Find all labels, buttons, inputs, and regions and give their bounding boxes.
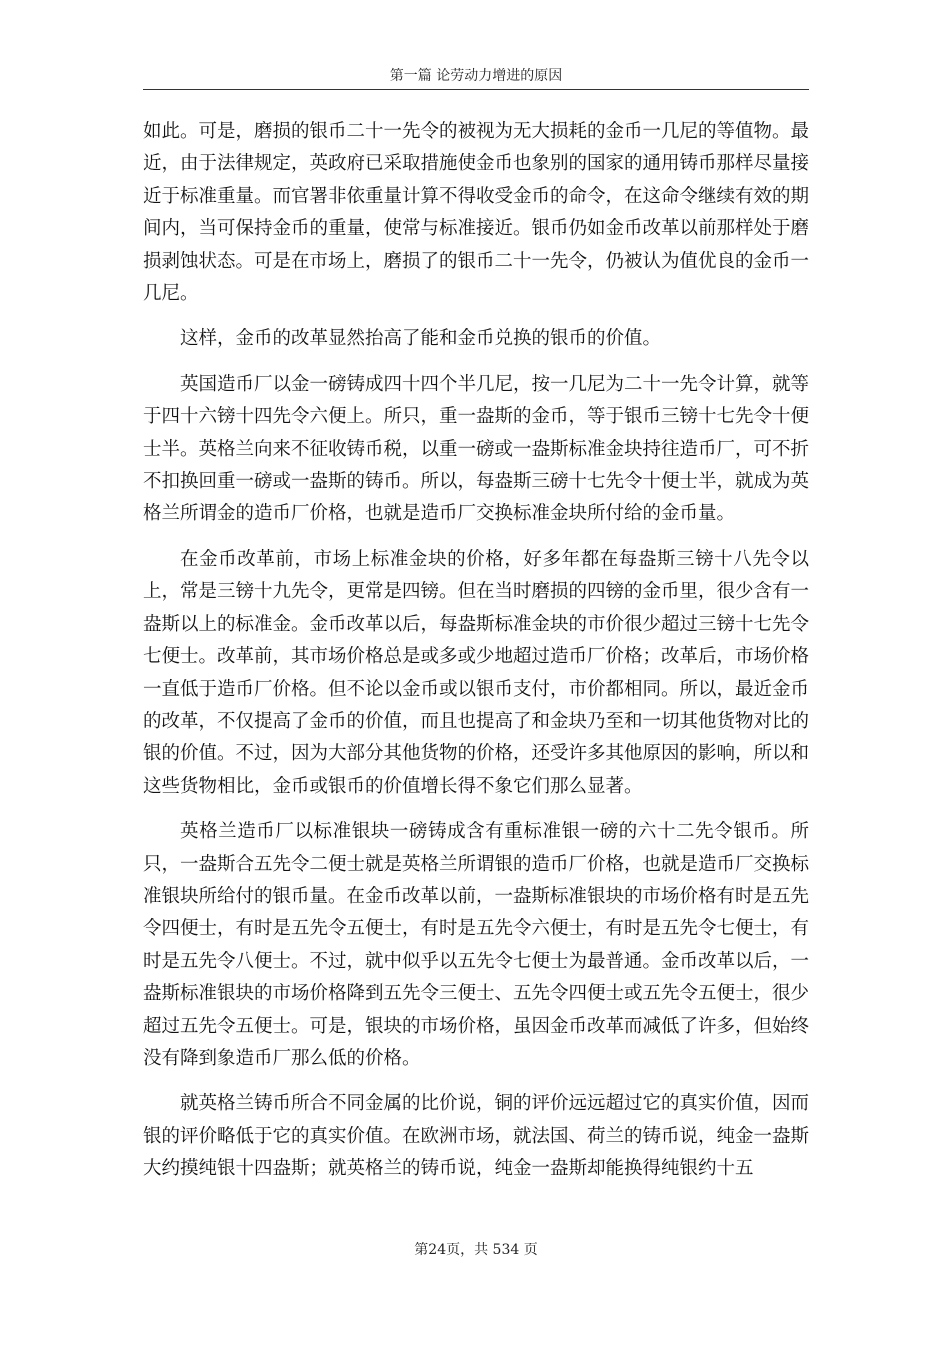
- header-divider: [143, 89, 809, 90]
- body-text: [143, 116, 809, 1199]
- paragraph-6: 就英格兰铸币所合不同金属的比价说，铜的评价远远超过它的真实价值，因而银的评价略低于它的真实价值。在欧洲市场，就法国、荷兰的铸币说，纯金一盎斯大约摸纯银十四盎斯；就英格兰的铸币说，纯金一盎斯却能换得纯银约十五: [143, 1093, 810, 1180]
- paragraph-2: 这样，金币的改革显然抬高了能和金币兑换的银币的价值。: [180, 328, 662, 350]
- running-header-title: 第一篇 论劳动力增进的原因: [389, 68, 563, 84]
- paragraph-4: 在金币改革前，市场上标准金块的价格，好多年都在每盎斯三镑十八先令以上，常是三镑十九先令，更常是四镑。但在当时磨损的四镑的金币里，很少含有一盎斯以上的标准金。金币改革以后，每盎斯标准金块的市价很少超过三镑十七先令七便士。改革前，其市场价格总是或多或少地超过造币厂价格；改革后，市场价格一直低于造币厂价格。但不论以金币或以银币支付，市价都相同。所以，最近金币的改革，不仅提高了金币的价值，而且也提高了和金块乃至和一切其他货物对比的银的价值。不过，因为大部分其他货物的价格，还受许多其他原因的影响，所以和这些货物相比，金币或银币的价值增长得不象它们那么显著。: [143, 548, 810, 797]
- page-number-footer: 第24页，共 534 页: [414, 1242, 538, 1258]
- paragraph-3: 英国造币厂以金一磅铸成四十四个半几尼，按一几尼为二十一先令计算，就等于四十六镑十四先令六便上。所只，重一盎斯的金币，等于银币三镑十七先令十便士半。英格兰向来不征收铸币税，以重一磅或一盎斯标准金块持往造币厂，可不折不扣换回重一磅或一盎斯的铸币。所以，每盎斯三磅十七先令十便士半，就成为英格兰所谓金的造币厂价格，也就是造币厂交换标准金块所付给的金币量。: [143, 373, 810, 525]
- paragraph-5: 英格兰造币厂以标准银块一磅铸成含有重标准银一磅的六十二先令银币。所只，一盎斯合五先令二便士就是英格兰所谓银的造币厂价格，也就是造币厂交换标准银块所给付的银币量。在金币改革以前，一盎斯标准银块的市场价格有时是五先令四便士，有时是五先令五便士，有时是五先令六便士，有时是五先令七便士，有时是五先令八便士。不过，就中似乎以五先令七便士为最普通。金币改革以后，一盎斯标准银块的市场价格降到五先令三便士、五先令四便士或五先令五便士，很少超过五先令五便士。可是，银块的市场价格，虽因金币改革而减低了许多，但始终没有降到象造币厂那么低的价格。: [143, 821, 810, 1069]
- paragraph-1: 如此。可是，磨损的银币二十一先令的被视为无大损耗的金币一几尼的等值物。最近，由于法律规定，英政府已采取措施使金币也象别的国家的通用铸币那样尽量接近于标准重量。而官署非依重量计算不得收受金币的命令，在这命令继续有效的期间内，当可保持金币的重量，使常与标准接近。银币仍如金币改革以前那样处于磨损剥蚀状态。可是在市场上，磨损了的银币二十一先令，仍被认为值优良的金币一几尼。: [143, 121, 810, 305]
